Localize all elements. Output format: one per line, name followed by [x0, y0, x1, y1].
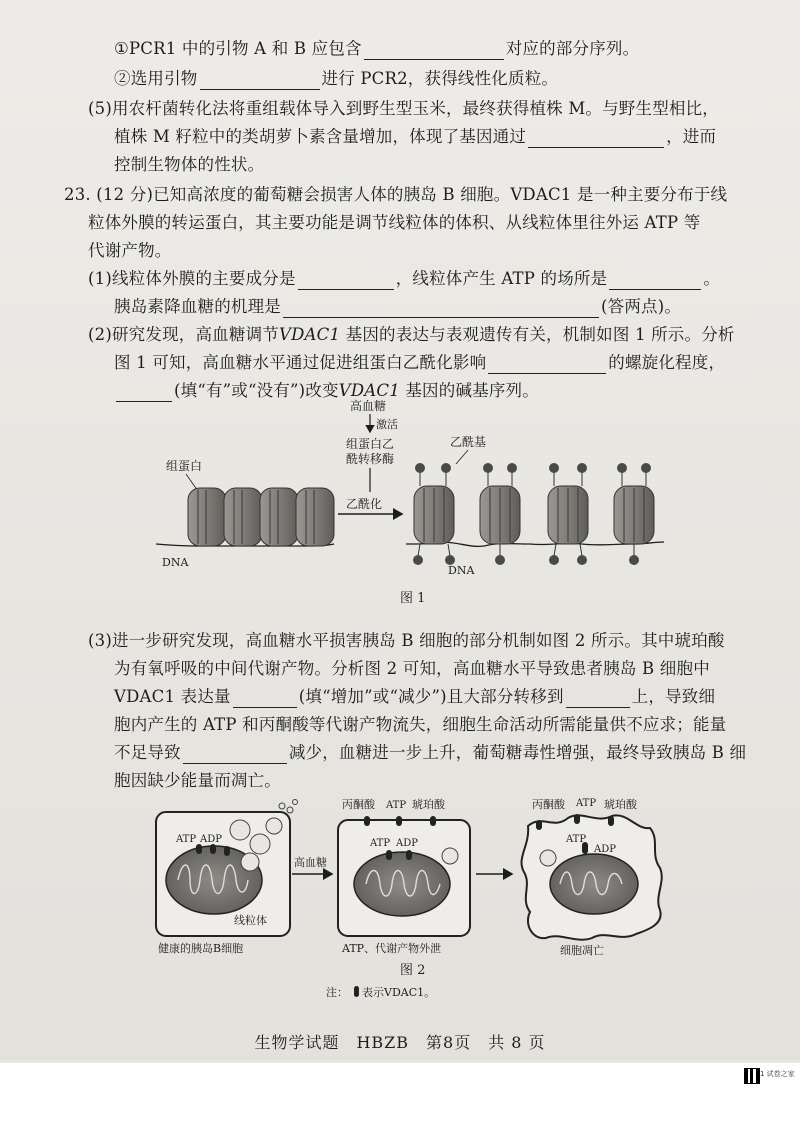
text: 植株 M 籽粒中的类胡萝卜素含量增加，体现了基因通过	[114, 127, 527, 146]
bottom-margin	[0, 1063, 800, 1133]
fig1-activate: 激活	[376, 418, 398, 431]
text: 基因的表达与表观遗传有关，机制如图 1 所示。分析	[340, 325, 735, 344]
cell2-pyruvate: 丙酮酸	[342, 798, 375, 811]
fig1-loose-nucleosomes	[413, 463, 654, 565]
fig2-note-prefix: 注：	[326, 986, 348, 999]
cell1-atp: ATP	[176, 834, 197, 845]
text: 进行 PCR2，获得线性化质粒。	[321, 69, 559, 88]
q22-line-1	[114, 38, 639, 60]
fig2-high-sugar: 高血糖	[294, 856, 327, 869]
text: (答两点)。	[601, 297, 682, 316]
cell1-caption: 健康的胰岛B细胞	[158, 942, 244, 955]
cell3-atp-out: ATP	[576, 798, 597, 809]
fig1-enzyme-line2: 酰转移酶	[346, 452, 395, 466]
text: ①PCR1 中的引物 A 和 B 应包含	[114, 39, 362, 58]
q23-sub3-line-3	[114, 686, 715, 708]
answer-blank[interactable]	[528, 129, 664, 148]
answer-blank[interactable]	[364, 41, 504, 60]
cell2-caption: ATP、代谢产物外泄	[342, 942, 442, 955]
text: VDAC1 表达量	[114, 687, 231, 706]
q23-line-1: 23. (12 分)已知高浓度的葡萄糖会损害人体的胰岛 B 细胞。VDAC1 是一种主要分布于线	[64, 185, 728, 204]
text: (填“有”或“没有”)改变	[174, 381, 339, 400]
answer-blank[interactable]	[609, 271, 701, 290]
hyperglycemic-cell	[338, 816, 470, 936]
q22-line-3: (5)用农杆菌转化法将重组载体导入到野生型玉米，最终获得植株 M。与野生型相比，	[88, 99, 720, 118]
text: (1)线粒体外膜的主要成分是	[88, 269, 296, 288]
q23-sub1-line-2	[114, 296, 681, 318]
q23-sub2-line-1	[88, 324, 735, 346]
q23-sub3-line-1: (3)进一步研究发现，高血糖水平损害胰岛 B 细胞的部分机制如图 2 所示。其中琥珀酸	[88, 631, 725, 650]
text: 。	[703, 269, 721, 288]
text: ②选用引物	[114, 69, 198, 88]
cell3-caption: 细胞凋亡	[560, 944, 604, 957]
text: 上，导致细	[631, 687, 716, 706]
fig1-caption: 图 1	[400, 591, 426, 606]
q23-sub3-line-5	[114, 742, 746, 764]
vdac1-legend-icon	[354, 986, 359, 997]
apoptotic-cell	[522, 814, 662, 940]
cell2-adp: ADP	[396, 838, 418, 849]
cell2-atp-out: ATP	[386, 800, 407, 811]
corner-logo-text: 1 试卷之家	[760, 1070, 795, 1078]
q23-sub1-line-1	[88, 268, 720, 290]
q23-sub3-line-2: 为有氧呼吸的中间代谢产物。分析图 2 可知，高血糖水平导致患者胰岛 B 细胞中	[114, 659, 710, 678]
cell1-adp: ADP	[200, 834, 222, 845]
cell3-succinate: 琥珀酸	[604, 798, 637, 811]
text: 图 1 可知，高血糖水平通过促进组蛋白乙酰化影响	[114, 353, 487, 372]
cell3-pyruvate: 丙酮酸	[532, 798, 565, 811]
fig1-histone-label: 组蛋白	[166, 459, 203, 473]
fig1-acetyl-pointer	[456, 450, 468, 464]
text: 对应的部分序列。	[505, 39, 640, 58]
qr-code-icon	[744, 1068, 760, 1084]
healthy-cell	[156, 800, 298, 937]
text: ，进而	[666, 127, 717, 146]
q22-line-4	[114, 126, 716, 148]
fig1-acetylation-label: 乙酰化	[346, 497, 383, 511]
fig1-acetyl-label: 乙酰基	[450, 435, 487, 449]
text: 减少，血糖进一步上升，葡萄糖毒性增强，最终导致胰岛 B 细	[288, 743, 747, 762]
q23-sub3-line-4: 胞内产生的 ATP 和丙酮酸等代谢产物流失，细胞生命活动所需能量供不应求；能量	[114, 715, 727, 734]
q23-line-3: 代谢产物。	[88, 241, 172, 260]
fig1-compact-nucleosomes	[188, 488, 334, 546]
gene-name: VDAC1	[278, 325, 341, 344]
fig2-note-text: 表示VDAC1。	[362, 986, 436, 999]
q23-sub3-line-6: 胞因缺少能量而凋亡。	[114, 771, 281, 790]
cell1-mito-label: 线粒体	[234, 914, 267, 927]
answer-blank[interactable]	[233, 689, 297, 708]
answer-blank[interactable]	[298, 271, 394, 290]
answer-blank[interactable]	[488, 355, 606, 374]
cell3-atp: ATP	[566, 834, 587, 845]
text: 基因的碱基序列。	[399, 381, 539, 400]
fig1-dna-label-left: DNA	[162, 556, 189, 569]
text: (2)研究发现，高血糖调节	[88, 325, 279, 344]
answer-blank[interactable]	[566, 689, 630, 708]
answer-blank[interactable]	[283, 299, 599, 318]
cell2-atp: ATP	[370, 838, 391, 849]
text: 的螺旋化程度，	[608, 353, 726, 372]
gene-name: VDAC1	[338, 381, 400, 400]
text: (填“增加”或“减少”)且大部分转移到	[298, 687, 564, 706]
q23-sub2-line-2	[114, 352, 725, 374]
fig1-high-sugar: 高血糖	[350, 399, 387, 413]
cell2-succinate: 琥珀酸	[412, 798, 445, 811]
page-footer: 生物学试题 HBZB 第8页 共 8 页	[254, 1033, 546, 1052]
figure-1-diagram	[150, 396, 670, 608]
fig1-dna-label-right: DNA	[448, 564, 475, 577]
cell3-adp: ADP	[594, 844, 616, 855]
text: ，线粒体产生 ATP 的场所是	[395, 269, 608, 288]
text: 不足导致	[114, 743, 181, 762]
text: 胰岛素降血糖的机理是	[114, 297, 281, 316]
q22-line-5: 控制生物体的性状。	[114, 155, 265, 174]
fig1-enzyme-line1: 组蛋白乙	[346, 437, 395, 451]
answer-blank[interactable]	[200, 71, 320, 90]
q22-line-2	[114, 68, 558, 90]
figure-2-diagram	[150, 796, 670, 1008]
fig2-caption: 图 2	[400, 963, 426, 978]
q23-line-2: 粒体外膜的转运蛋白，其主要功能是调节线粒体的体积、从线粒体里往外运 ATP 等	[88, 213, 701, 232]
answer-blank[interactable]	[183, 745, 287, 764]
